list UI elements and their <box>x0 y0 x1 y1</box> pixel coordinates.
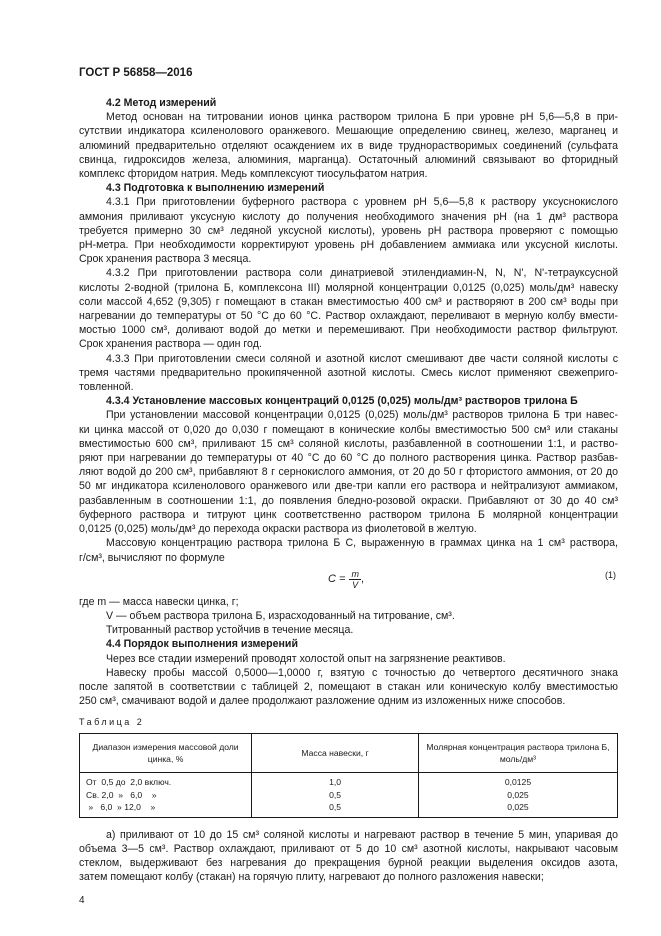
paragraph-vdef <box>79 609 618 623</box>
col-header-range: Диапазон измерения массовой доли цинка, % <box>80 734 252 773</box>
text-line: буферного раствора и титруют цинк соответственно раствором трилона Б молярной концентрации <box>79 508 618 521</box>
text-line: 4.3.1 При приготовлении буферного раствора с уровнем pH 5,6—5,8 к раствору уксуснокислого <box>106 196 618 209</box>
text-line: 4.2 Метод измерений <box>106 97 217 109</box>
text-line: стеклом, выдерживают без нагревания до прекращения бурной реакции выделения оксидов азота, <box>79 857 618 870</box>
cell-mass: 1,0 <box>252 773 419 789</box>
text-line: алюминий предварительно отделяют осаждением их в виде труднорастворимых соединений (сульфата <box>79 139 618 152</box>
cell-range: Св. 2,0 » 6,0 » <box>80 789 252 802</box>
text-line: 250 см³, смачивают водой и далее продолжают разложение одним из изложенных ниже способов. <box>79 695 566 708</box>
table-header-row <box>80 734 618 773</box>
text-line: ряют при нагревании до температуры от 40 °С до 60 °С до полного растворения цинка. Раствор разбав- <box>79 452 618 465</box>
formula-tail: , <box>360 573 364 586</box>
text-line: свинца, гидроксидов железа, алюминия, марганца). Остаточный алюминий связывают во фторидный <box>79 153 618 166</box>
fraction <box>349 569 361 590</box>
cell-mass: 0,5 <box>252 801 419 817</box>
paragraph-p432 <box>79 266 618 351</box>
text-line: соли массой 4,652 (9,305) г помещают в стакан вместимостью 400 см³ и растворяют в 200 см³ воды при <box>79 295 618 308</box>
section-heading-h434 <box>79 394 618 408</box>
section-heading-h42 <box>79 96 618 110</box>
text-line: тремя частями предварительно прокипяченной азотной кислоты. Смесь кислот применяют свежеприго- <box>79 366 618 379</box>
text-line: сутствии индикатора ксиленолового оранжевого. Мешающие определению свинец, железо, марганец и <box>79 125 618 138</box>
text-line: аммония приливают уксусную кислоту до получения необходимого значения pH (на 1 дм³ раствора <box>79 210 618 223</box>
text-line: 4.3.3 При приготовлении смеси соляной и азотной кислот смешивают две части соляной кислоты с <box>106 352 618 365</box>
denominator: V <box>352 579 359 590</box>
text-line: При установлении массовой концентрации 0,0125 (0,025) моль/дм³ растворов трилона Б три навес- <box>106 409 618 422</box>
text-line: 4.3 Подготовка к выполнению измерений <box>106 182 325 195</box>
document-id: ГОСТ Р 56858—2016 <box>79 67 193 79</box>
text-line: кислоты 2-водной (трилона Б, комплексона III) молярной концентрации 0,0125 (0,025) моль/дм³ навеску <box>79 281 618 294</box>
text-line: 4.3.2 При приготовлении раствора соли динатриевой этилендиамин-N, N, N', N'-тетрауксусной <box>106 267 618 280</box>
text-line: Через все стадии измерений проводят холостой опыт на загрязнение реактивов. <box>106 652 506 665</box>
text-line: а) приливают от 10 до 15 см³ соляной кислоты и нагревают раствор в течение 5 мин, упаривая до <box>106 828 618 841</box>
page-number: 4 <box>79 894 85 906</box>
text-line: Навеску пробы массой 0,5000—1,0000 г, взятую с точностью до четвертого десятичного знака <box>106 666 618 679</box>
section-heading-h44 <box>79 637 618 651</box>
paragraph-p42 <box>79 110 618 181</box>
text-line: затем помещают колбу (стакан) на горячую плиту, нагревают до полного разложения навески; <box>79 871 544 884</box>
table-row <box>80 773 618 789</box>
col-header-concentration: Молярная концентрация раствора трилона Б, моль/дм³ <box>418 734 617 773</box>
formula-1 <box>328 569 364 590</box>
text-line: требуется примерно 30 см³ ледяной уксусной кислоты), уровень pH раствора проверяют с помощью <box>79 224 618 237</box>
section-heading-h43 <box>79 181 618 195</box>
text-line: объема 3—5 см³. Раствор охлаждают, приливают от 5 до 10 см³ азотной кислоты, накрывают часовым <box>79 843 618 856</box>
text-line: ляют водой до 200 см³, прибавляют 8 г сернокислого аммония, от 20 до 50 г фтористого аммония, от 20 до <box>79 466 618 479</box>
cell-mass: 0,5 <box>252 789 419 802</box>
text-line: разбавленным в соотношении 1:1, до появления бледно-розовой окраски. Прибавляют от 30 до 40 см³ <box>79 494 618 507</box>
text-line: Срок хранения раствора — один год. <box>79 338 262 351</box>
col-header-mass: Масса навески, г <box>252 734 419 773</box>
paragraph-p44a <box>79 652 618 666</box>
text-line: комплекс фторидом натрия. Медь комплексуют тиосульфатом натрия. <box>79 168 428 181</box>
text-line: Массовую концентрацию раствора трилона Б C, выраженную в граммах цинка на 1 см³ раствора, <box>106 537 618 550</box>
paragraph-pmass <box>79 536 618 564</box>
text-line: 50 мг индикатора ксиленолового оранжевого или две-три капли его раствора и нейтрализуют аммиаком, <box>79 480 618 493</box>
cell-range: » 6,0 » 12,0 » <box>80 801 252 817</box>
cell-range: От 0,5 до 2,0 включ. <box>80 773 252 789</box>
table-row <box>80 789 618 802</box>
numerator: m <box>351 568 359 579</box>
text-line: Метод основан на титровании ионов цинка раствором трилона Б при уровне pH 5,6—5,8 в при- <box>106 111 618 124</box>
table-caption: Таблица 2 <box>79 717 145 728</box>
formula-row <box>79 565 618 595</box>
table-2 <box>79 733 618 818</box>
text-line: ки цинка массой от 0,020 до 0,030 г помещают в конические колбы вместимостью 500 см³ или стаканы <box>79 423 618 436</box>
text-line: pH-метра. При необходимости корректируют уровень pH добавлением аммиака или уксусной кислоты. <box>79 239 618 252</box>
text-line: 0,0125 (0,025) моль/дм³ до перехода окраски раствора из фиолетовой в желтую. <box>79 523 477 536</box>
text-line: где m — масса навески цинка, г; <box>79 595 239 608</box>
paragraph-where <box>79 595 618 609</box>
text-line: Титрованный раствор устойчив в течение месяца. <box>106 624 354 637</box>
text-line: Срок хранения раствора 3 месяца. <box>79 253 252 266</box>
text-line: товленной. <box>79 381 134 394</box>
paragraph-pa <box>79 828 618 885</box>
paragraph-p44b <box>79 666 618 709</box>
text-line: после запятой в соответствии с таблицей 2, помещают в стакан или коническую колбу вместимостью <box>79 680 618 693</box>
text-line: 4.4 Порядок выполнения измерений <box>106 638 298 651</box>
text-line: нагревании до температуры от 50 °С до 60 °С. Раствор охлаждают, переливают в мерную колбу вмести- <box>79 310 618 323</box>
paragraph-ptitr <box>79 623 618 637</box>
text-line: V — объем раствора трилона Б, израсходованный на титрование, см³. <box>106 609 455 622</box>
cell-concentration: 0,0125 <box>418 773 617 789</box>
equation-number: (1) <box>605 569 616 580</box>
paragraph-p434 <box>79 408 618 536</box>
text-line: г/см³, вычисляют по формуле <box>79 551 225 564</box>
text-line: вместимостью 600 см³, приливают 15 см³ соляной кислоты, разбавленной в соотношении 1:1, и раство- <box>79 437 618 450</box>
cell-concentration: 0,025 <box>418 789 617 802</box>
formula-lhs: C = <box>328 573 346 586</box>
cell-concentration: 0,025 <box>418 801 617 817</box>
page-body <box>79 96 618 907</box>
paragraph-p433 <box>79 352 618 395</box>
text-line: мостью 1000 см³, доливают водой до метки и перемешивают. При необходимости раствор фильтруют. <box>79 324 618 337</box>
table-row <box>80 801 618 817</box>
text-line: 4.3.4 Установление массовых концентраций 0,0125 (0,025) моль/дм³ растворов трилона Б <box>106 395 578 408</box>
paragraph-p431 <box>79 195 618 266</box>
